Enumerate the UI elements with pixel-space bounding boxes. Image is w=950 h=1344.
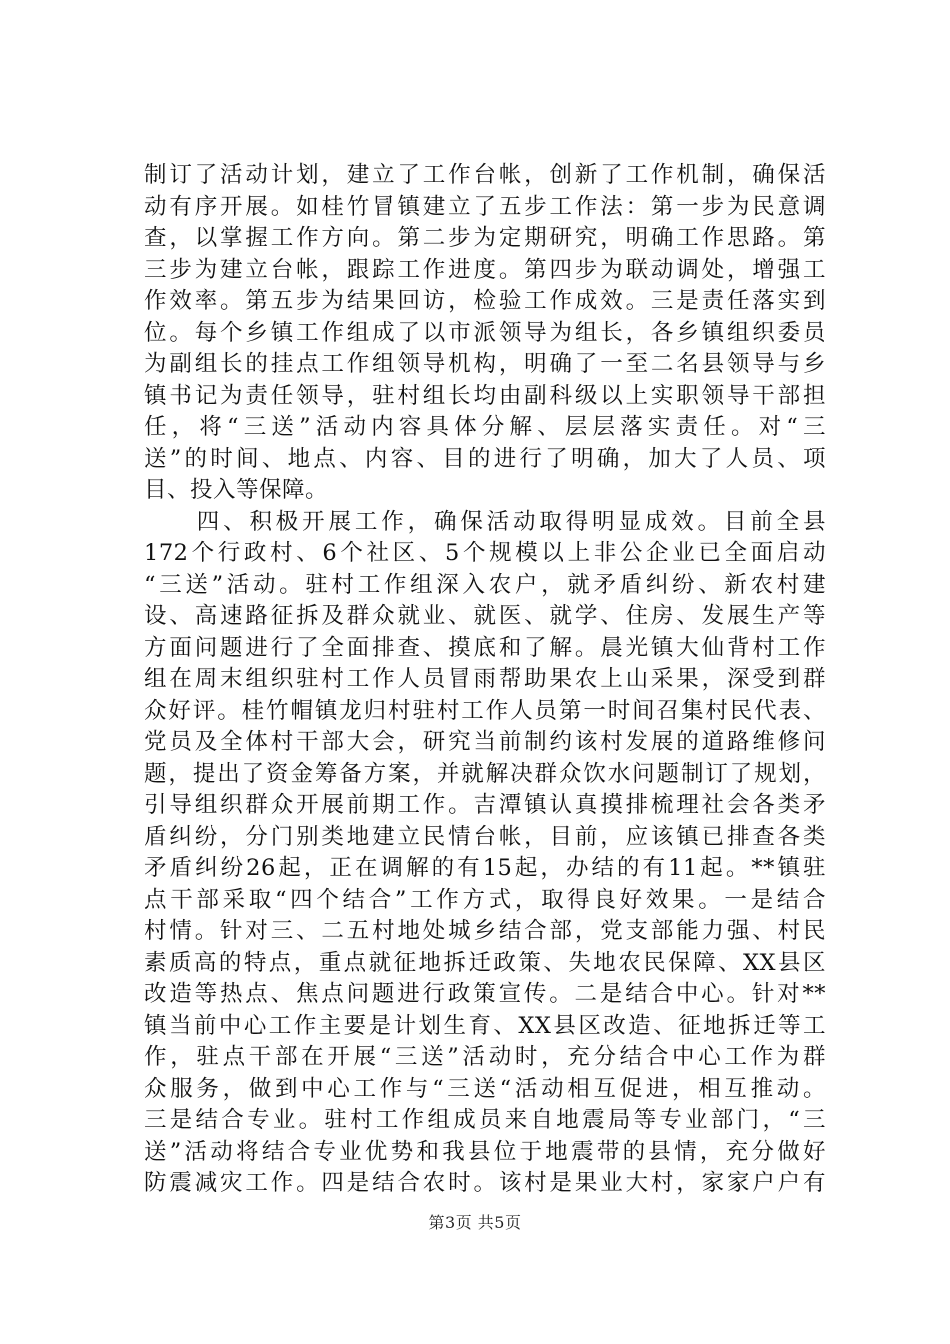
text-line: 镇当前中心工作主要是计划生育、XX县区改造、征地拆迁等工 (144, 1012, 826, 1039)
text-line: 位。每个乡镇工作组成了以市派领导为组长，各乡镇组织委员 (144, 319, 826, 346)
text-line: 方面问题进行了全面排查、摸底和了解。晨光镇大仙背村工作 (144, 634, 826, 661)
text-line: 素质高的特点，重点就征地拆迁政策、失地农民保障、XX县区 (144, 949, 826, 976)
text-line: 作效率。第五步为结果回访，检验工作成效。三是责任落实到 (144, 288, 826, 314)
text-line: 引导组织群众开展前期工作。吉潭镇认真摸排梳理社会各类矛 (144, 792, 826, 818)
text-line: 改造等热点、焦点问题进行政策宣传。二是结合中心。针对** (144, 981, 826, 1007)
text-line: 送”的时间、地点、内容、目的进行了明确，加大了人员、项 (144, 445, 826, 472)
text-line: 众服务，做到中心工作与“三送“活动相互促进，相互推动。 (144, 1075, 826, 1102)
text-line: 组在周末组织驻村工作人员冒雨帮助果农上山采果，深受到群 (144, 666, 826, 692)
text-line: 党员及全体村干部大会，研究当前制约该村发展的道路维修问 (144, 729, 826, 755)
text-line: 镇书记为责任领导，驻村组长均由副科级以上实职领导干部担 (144, 382, 826, 409)
text-line: 防震减灾工作。四是结合农时。该村是果业大村，家家户户有 (144, 1170, 826, 1196)
text-line: 村情。针对三、二五村地处城乡结合部，党支部能力强、村民 (144, 918, 826, 944)
text-line: 查，以掌握工作方向。第二步为定期研究，明确工作思路。第 (144, 225, 826, 251)
text-line: 三步为建立台帐，跟踪工作进度。第四步为联动调处，增强工 (144, 256, 826, 283)
text-line: 送”活动将结合专业优势和我县位于地震带的县情，充分做好 (144, 1138, 826, 1165)
text-line: 为副组长的挂点工作组领导机构，明确了一至二名县领导与乡 (144, 351, 826, 377)
text-line: 作，驻点干部在开展“三送”活动时，充分结合中心工作为群 (144, 1044, 826, 1070)
text-line: 设、高速路征拆及群众就业、就医、就学、住房、发展生产等 (144, 603, 826, 629)
text-line: 动有序开展。如桂竹冒镇建立了五步工作法：第一步为民意调 (144, 193, 826, 220)
text-line: 制订了活动计划，建立了工作台帐，创新了工作机制，确保活 (144, 162, 826, 188)
text-line: 目、投入等保障。 (144, 477, 329, 503)
text-line: 题，提出了资金筹备方案，并就解决群众饮水问题制订了规划， (144, 760, 826, 787)
text-line: 点干部采取“四个结合”工作方式，取得良好效果。一是结合 (144, 886, 826, 913)
text-line: “三送”活动。驻村工作组深入农户，就矛盾纠纷、新农村建 (144, 571, 826, 598)
body-text (144, 160, 826, 1200)
text-line: 盾纠纷，分门别类地建立民情台帐，目前，应该镇已排查各类 (144, 823, 826, 850)
text-line: 172个行政村、6个社区、5个规模以上非公企业已全面启动 (144, 540, 826, 566)
text-line: 众好评。桂竹帽镇龙归村驻村工作人员第一时间召集村民代表、 (144, 697, 826, 724)
text-line: 四、积极开展工作，确保活动取得明显成效。目前全县 (144, 508, 826, 535)
text-line: 矛盾纠纷26起，正在调解的有15起，办结的有11起。**镇驻 (144, 855, 826, 881)
text-line: 任，将“三送”活动内容具体分解、层层落实责任。对“三 (144, 414, 826, 440)
page-footer: 第3页 共5页 (428, 1213, 522, 1232)
text-line: 三是结合专业。驻村工作组成员来自地震局等专业部门，“三 (144, 1107, 826, 1133)
